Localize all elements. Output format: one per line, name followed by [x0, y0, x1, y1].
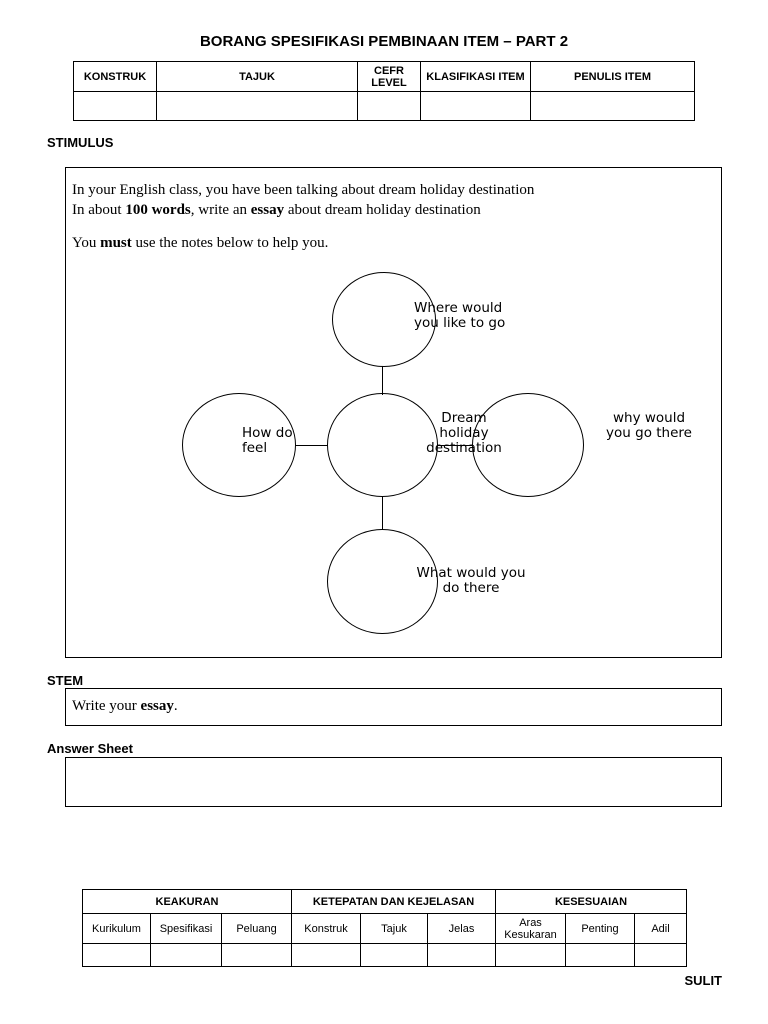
cell-peluang[interactable] [222, 944, 292, 967]
cell-konstruk[interactable] [74, 92, 157, 121]
sub-konstruk: Konstruk [292, 914, 361, 944]
sub-tajuk: Tajuk [361, 914, 428, 944]
line3-prefix: You [72, 235, 101, 251]
node-top-line-2: you like to go [414, 315, 506, 331]
line2-word-count: 100 words [125, 202, 191, 218]
cell-kurikulum[interactable] [83, 944, 151, 967]
connector-bottom [382, 497, 383, 530]
eval-blank-row [83, 944, 687, 967]
stimulus-line-3 [72, 235, 328, 252]
line2-prefix: In about [72, 202, 126, 218]
evaluation-table [82, 889, 687, 967]
cell-adil[interactable] [635, 944, 687, 967]
cell-aras-kesukaran[interactable] [496, 944, 566, 967]
cell-penulis-item[interactable] [531, 92, 695, 121]
node-left-line-1: How do [242, 425, 293, 441]
answer-sheet-label: Answer Sheet [47, 741, 133, 756]
stimulus-label: STIMULUS [47, 135, 114, 150]
stem-label: STEM [47, 673, 84, 688]
connector-top [382, 366, 383, 395]
header-table [73, 61, 695, 121]
node-bottom-label [406, 566, 536, 596]
sulit-label: SULIT [684, 973, 722, 988]
cell-jelas[interactable] [428, 944, 496, 967]
line2-mid: , write an [190, 202, 251, 218]
cefr-level-text: CEFR LEVEL [371, 64, 407, 89]
cell-klasifikasi-item[interactable] [421, 92, 531, 121]
stem-prefix: Write your [72, 698, 141, 714]
node-right-line-1: why would [612, 410, 686, 426]
node-bottom-line-1: What would you [416, 565, 526, 581]
header-table-blank-row [74, 92, 695, 121]
line2-essay: essay [250, 202, 285, 218]
group-kesesuaian: KESESUAIAN [496, 890, 687, 914]
node-left-line-2: feel [242, 440, 268, 456]
col-tajuk: TAJUK [157, 62, 358, 92]
cell-eval-tajuk[interactable] [361, 944, 428, 967]
eval-group-row [83, 890, 687, 914]
col-cefr-level [358, 62, 421, 92]
cell-spesifikasi[interactable] [151, 944, 222, 967]
cell-eval-konstruk[interactable] [292, 944, 361, 967]
header-table-header-row [74, 62, 695, 92]
node-right-line-2: you go there [606, 425, 692, 441]
node-center-line-3: destination [426, 440, 502, 456]
node-center-label [409, 411, 519, 456]
line2-suffix: about dream holiday destination [284, 202, 481, 218]
stem-suffix: . [173, 698, 178, 714]
node-right-label [594, 411, 704, 441]
sub-adil: Adil [635, 914, 687, 944]
stimulus-line-2 [72, 202, 481, 219]
stem-essay: essay [140, 698, 174, 714]
answer-sheet-box[interactable] [65, 757, 722, 807]
node-center-line-1: Dream [441, 410, 487, 426]
col-penulis-item: PENULIS ITEM [531, 62, 695, 92]
node-center-line-2: holiday [439, 425, 489, 441]
col-konstruk: KONSTRUK [74, 62, 157, 92]
col-klasifikasi-item: KLASIFIKASI ITEM [421, 62, 531, 92]
sub-spesifikasi: Spesifikasi [151, 914, 222, 944]
sub-aras-line-1: Aras [519, 916, 542, 929]
node-top-label [414, 301, 505, 331]
sub-aras-line-2: Kesukaran [504, 928, 557, 941]
sub-kurikulum: Kurikulum [83, 914, 151, 944]
sub-peluang: Peluang [222, 914, 292, 944]
line3-must: must [100, 235, 132, 251]
eval-subheader-row [83, 914, 687, 944]
cell-penting[interactable] [566, 944, 635, 967]
connector-left [295, 445, 328, 446]
node-bottom-line-2: do there [442, 580, 500, 596]
stem-text [72, 698, 178, 715]
stimulus-line-1: In your English class, you have been talking about dream holiday destination [72, 182, 535, 198]
node-top-line-1: Where would [414, 300, 503, 316]
sub-penting: Penting [566, 914, 635, 944]
cell-cefr-level[interactable] [358, 92, 421, 121]
group-ketepatan-dan-kejelasan: KETEPATAN DAN KEJELASAN [292, 890, 496, 914]
line3-suffix: use the notes below to help you. [131, 235, 329, 251]
cell-tajuk[interactable] [157, 92, 358, 121]
node-left-label [242, 426, 293, 456]
sub-jelas: Jelas [428, 914, 496, 944]
sub-aras-kesukaran [496, 914, 566, 944]
group-keakuran: KEAKURAN [83, 890, 292, 914]
document-title: BORANG SPESIFIKASI PEMBINAAN ITEM – PART 2 [199, 33, 569, 50]
